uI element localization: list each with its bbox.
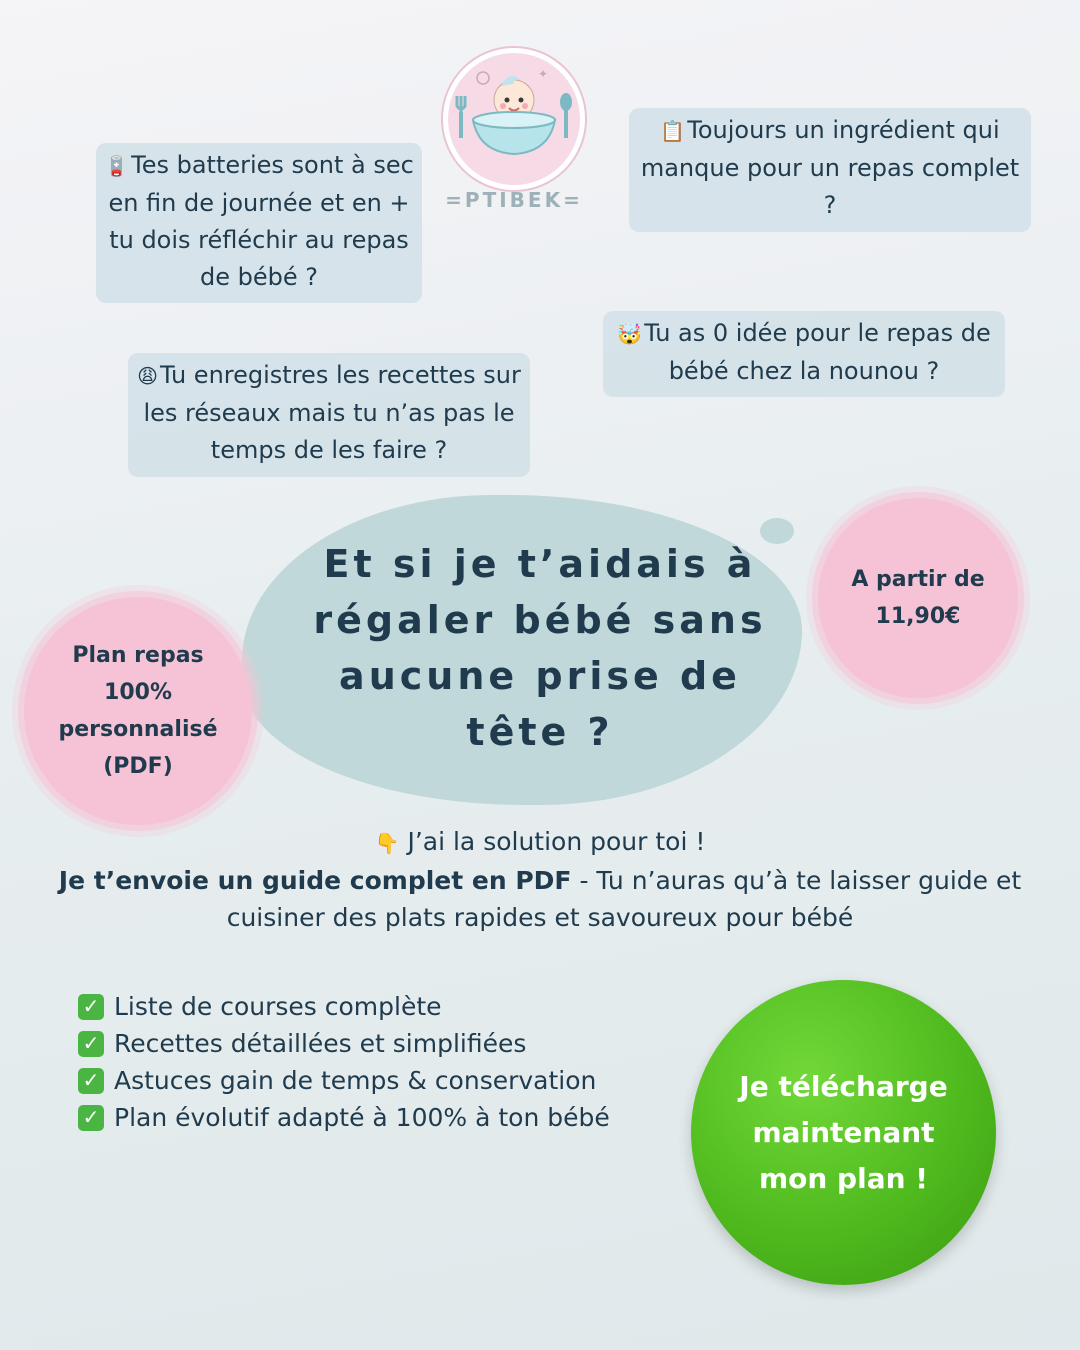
question-text: Tu as 0 idée pour le repas de bébé chez la nounou ?	[644, 319, 991, 385]
logo-name: PTIBEK	[464, 188, 564, 212]
solution-bold: Je t’envoie un guide complet en PDF	[58, 866, 572, 895]
brand-logo	[443, 48, 585, 218]
price-badge	[818, 498, 1018, 698]
list-item-label: Astuces gain de temps & conservation	[114, 1066, 597, 1095]
list-item-label: Recettes détaillées et simplifiées	[114, 1029, 527, 1058]
check-icon: ✓	[78, 1031, 104, 1057]
question-bubble-ingredient	[629, 108, 1031, 232]
check-icon: ✓	[78, 1105, 104, 1131]
exploding-head-icon: 🤯	[617, 322, 643, 346]
list-item-label: Liste de courses complète	[114, 992, 442, 1021]
solution-description	[40, 862, 1040, 936]
question-text: Tes batteries sont à sec en fin de journée et en + tu dois réfléchir au repas de bébé ?	[108, 151, 414, 291]
clipboard-icon: 📋	[660, 119, 686, 143]
logo-wordmark: =PTIBEK=	[445, 188, 583, 212]
check-icon: ✓	[78, 994, 104, 1020]
question-text: Tu enregistres les recettes sur les réseaux mais tu n’as pas le temps de les faire ?	[143, 361, 521, 464]
low-battery-icon: 🪫	[104, 154, 130, 178]
svg-text:✦: ✦	[538, 67, 549, 81]
solution-intro-line	[40, 823, 1040, 862]
question-text: Toujours un ingrédient qui manque pour un repas complet ?	[640, 116, 1020, 219]
logo-badge	[443, 48, 585, 190]
main-headline: Et si je t’aidais à régaler bébé sans aucune prise de tête ?	[313, 542, 767, 754]
question-bubble-nounou	[603, 311, 1005, 397]
list-item	[78, 1062, 678, 1099]
baby-bowl-icon	[443, 48, 585, 190]
plan-badge	[24, 597, 252, 825]
pointing-down-icon: 👇	[374, 831, 400, 855]
check-icon: ✓	[78, 1068, 104, 1094]
list-item	[78, 1099, 678, 1136]
list-item	[78, 988, 678, 1025]
list-item-label: Plan évolutif adapté à 100% à ton bébé	[114, 1103, 610, 1132]
solution-intro: J’ai la solution pour toi !	[407, 827, 706, 856]
download-plan-button[interactable]	[691, 980, 996, 1285]
plan-badge-label: Plan repas 100% personnalisé (PDF)	[58, 643, 218, 779]
solution-rest: - Tu n’auras qu’à te laisser guide et cuisiner des plats rapides et savoureux pour bébé	[226, 866, 1022, 932]
feature-list	[78, 988, 678, 1136]
price-badge-label: A partir de 11,90€	[851, 567, 985, 629]
list-item	[78, 1025, 678, 1062]
weary-face-icon: 😩	[137, 364, 158, 388]
download-plan-label: Je télécharge maintenant mon plan !	[739, 1069, 948, 1195]
question-bubble-batteries	[96, 143, 422, 303]
solution-text	[40, 823, 1040, 936]
question-bubble-recettes	[128, 353, 530, 477]
